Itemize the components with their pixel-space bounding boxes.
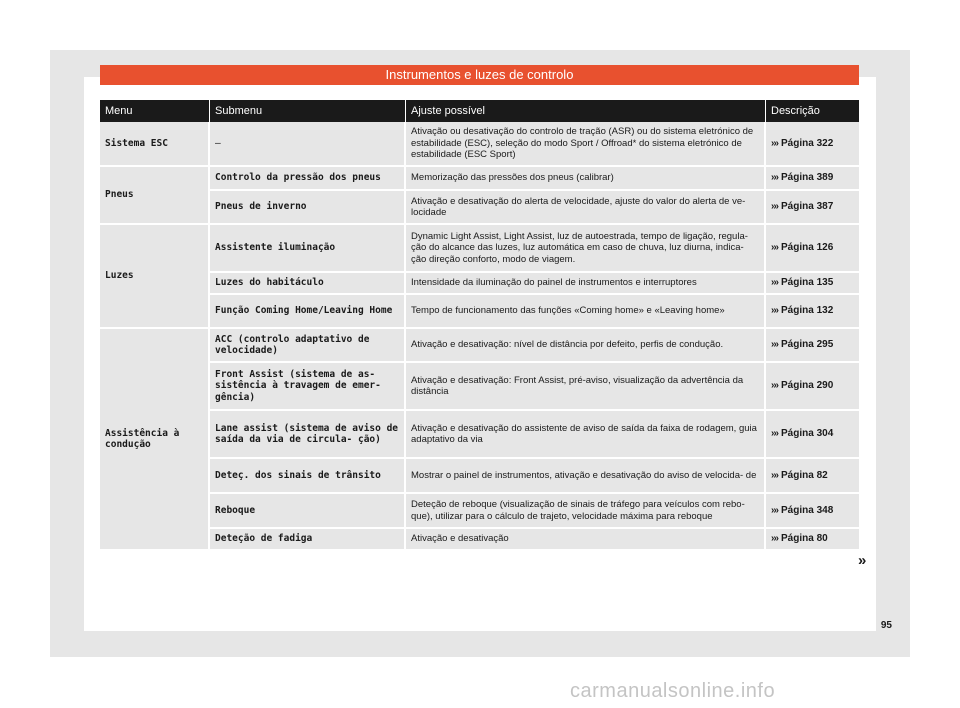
page-link[interactable]: [766, 459, 859, 494]
table-header-row: [100, 100, 859, 122]
page-number: 95: [880, 620, 892, 631]
link-arrow-icon: ›››: [771, 201, 778, 213]
column-header-setting: Ajuste possível: [406, 100, 766, 122]
submenu-cell: Deteção de fadiga: [210, 529, 406, 551]
setting-cell: Deteção de reboque (visualização de sinais de tráfego para veículos com rebo- que), utilizar para o cálculo de trajeto, velocidade máxima para reboque: [406, 494, 766, 529]
table-row: [100, 295, 859, 329]
page-link[interactable]: [766, 329, 859, 363]
setting-cell: Mostrar o painel de instrumentos, ativação e desativação do aviso de velocida- de: [406, 459, 766, 494]
link-arrow-icon: ›››: [771, 504, 778, 516]
setting-cell: Memorização das pressões dos pneus (calibrar): [406, 167, 766, 191]
page-link[interactable]: [766, 122, 859, 167]
setting-cell: Ativação e desativação do alerta de velocidade, ajuste do valor do alerta de ve- locidade: [406, 191, 766, 225]
submenu-cell: Controlo da pressão dos pneus: [210, 167, 406, 191]
table-row: [100, 167, 859, 191]
table-row: [100, 225, 859, 273]
setting-cell: Ativação e desativação: [406, 529, 766, 551]
table-row: [100, 411, 859, 459]
continuation-icon: »: [858, 552, 867, 569]
page-link[interactable]: [766, 363, 859, 411]
setting-cell: Ativação ou desativação do controlo de tração (ASR) ou do sistema eletrónico de estabilidade (ESC), seleção do modo Sport / Offroad* do sistema eletrónico de estabilidade (ESC Sport): [406, 122, 766, 167]
submenu-cell: Pneus de inverno: [210, 191, 406, 225]
submenu-cell: Reboque: [210, 494, 406, 529]
page-link-label: Página 132: [781, 305, 834, 317]
submenu-cell: Lane assist (sistema de aviso de saída da via de circula- ção): [210, 411, 406, 459]
setting-cell: Ativação e desativação: nível de distância por defeito, perfis de condução.: [406, 329, 766, 363]
submenu-cell: Front Assist (sistema de as- sistência à travagem de emer- gência): [210, 363, 406, 411]
setting-cell: Intensidade da iluminação do painel de instrumentos e interruptores: [406, 273, 766, 295]
page-link-label: Página 387: [781, 201, 834, 213]
submenu-cell: Deteç. dos sinais de trânsito: [210, 459, 406, 494]
page-link[interactable]: [766, 529, 859, 551]
link-arrow-icon: ›››: [771, 277, 778, 289]
link-arrow-icon: ›››: [771, 137, 778, 149]
page-link-label: Página 295: [781, 339, 834, 351]
page-link-label: Página 80: [781, 533, 828, 545]
menu-cell: Luzes: [100, 225, 210, 329]
page-link[interactable]: [766, 225, 859, 273]
table-row: [100, 529, 859, 551]
settings-table: [100, 100, 859, 551]
page-link[interactable]: [766, 494, 859, 529]
column-header-menu: Menu: [100, 100, 210, 122]
menu-cell: Pneus: [100, 167, 210, 225]
link-arrow-icon: ›››: [771, 305, 778, 317]
page-link-label: Página 304: [781, 428, 834, 440]
link-arrow-icon: ›››: [771, 242, 778, 254]
table-row: [100, 122, 859, 167]
page-link-label: Página 126: [781, 242, 834, 254]
table-row: [100, 494, 859, 529]
submenu-cell: Luzes do habitáculo: [210, 273, 406, 295]
column-header-description: Descrição: [766, 100, 859, 122]
page-link[interactable]: [766, 411, 859, 459]
page-link[interactable]: [766, 273, 859, 295]
page-link[interactable]: [766, 295, 859, 329]
table-row: [100, 363, 859, 411]
page-link-label: Página 389: [781, 172, 834, 184]
table-row: [100, 459, 859, 494]
setting-cell: Ativação e desativação: Front Assist, pré-aviso, visualização da advertência da distância: [406, 363, 766, 411]
table-row: [100, 191, 859, 225]
page-link-label: Página 322: [781, 137, 834, 149]
watermark: carmanualsonline.info: [570, 680, 776, 702]
link-arrow-icon: ›››: [771, 469, 778, 481]
page-link[interactable]: [766, 167, 859, 191]
setting-cell: Ativação e desativação do assistente de aviso de saída da faixa de rodagem, guia adaptativo da via: [406, 411, 766, 459]
submenu-cell: Função Coming Home/Leaving Home: [210, 295, 406, 329]
page-link-label: Página 348: [781, 504, 834, 516]
setting-cell: Dynamic Light Assist, Light Assist, luz de autoestrada, tempo de ligação, regula- ção do alcance das luzes, luz automática em caso de chuva, luz diurna, indica- ção direção conforto, modo de viagem.: [406, 225, 766, 273]
column-header-submenu: Submenu: [210, 100, 406, 122]
setting-cell: Tempo de funcionamento das funções «Coming home» e «Leaving home»: [406, 295, 766, 329]
submenu-cell: –: [210, 122, 406, 167]
link-arrow-icon: ›››: [771, 533, 778, 545]
link-arrow-icon: ›››: [771, 380, 778, 392]
page-link[interactable]: [766, 191, 859, 225]
link-arrow-icon: ›››: [771, 172, 778, 184]
menu-cell: Sistema ESC: [100, 122, 210, 167]
submenu-cell: Assistente iluminação: [210, 225, 406, 273]
page-link-label: Página 135: [781, 277, 834, 289]
page-link-label: Página 290: [781, 380, 834, 392]
link-arrow-icon: ›››: [771, 339, 778, 351]
table-row: [100, 329, 859, 363]
link-arrow-icon: ›››: [771, 428, 778, 440]
table-row: [100, 273, 859, 295]
page-link-label: Página 82: [781, 469, 828, 481]
section-title: Instrumentos e luzes de controlo: [100, 65, 859, 85]
menu-cell: Assistência à condução: [100, 329, 210, 551]
submenu-cell: ACC (controlo adaptativo de velocidade): [210, 329, 406, 363]
